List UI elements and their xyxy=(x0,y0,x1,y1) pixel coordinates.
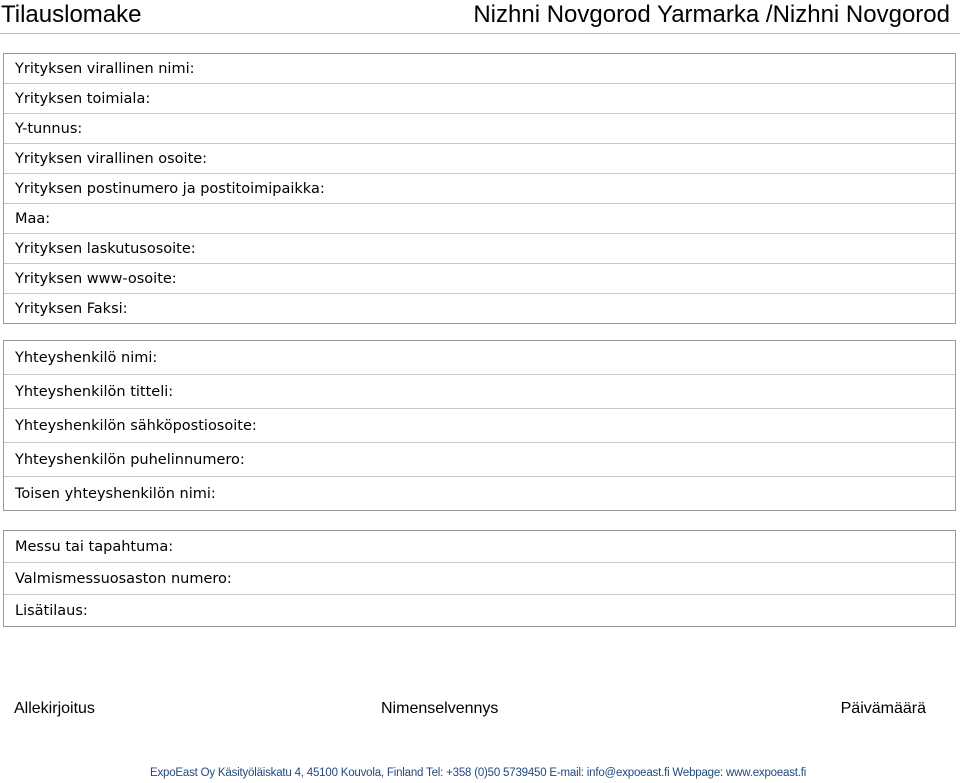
field-label: Yrityksen laskutusosoite: xyxy=(15,241,196,257)
field-row-country[interactable] xyxy=(4,204,955,234)
field-label: Yrityksen Faksi: xyxy=(15,301,128,317)
form-title: Tilauslomake xyxy=(1,1,142,28)
event-title: Nizhni Novgorod Yarmarka /Nizhni Novgorod xyxy=(473,1,950,28)
field-row-industry[interactable] xyxy=(4,84,955,114)
field-label: Yrityksen toimiala: xyxy=(15,91,151,107)
field-label: Y-tunnus: xyxy=(15,121,83,137)
field-row-fax[interactable] xyxy=(4,294,955,324)
fair-info-section xyxy=(3,530,956,627)
date-label: Päivämäärä xyxy=(840,700,926,717)
field-label: Yrityksen www-osoite: xyxy=(15,271,177,287)
company-info-section xyxy=(3,53,956,324)
field-label: Yrityksen virallinen nimi: xyxy=(15,61,195,77)
field-row-company-name[interactable] xyxy=(4,54,955,84)
field-row-contact-title[interactable] xyxy=(4,375,955,409)
company-footer: ExpoEast Oy Käsityöläiskatu 4, 45100 Kouvola, Finland Tel: +358 (0)50 5739450 E-mail: info@expoeast.fi Webpage: www.expoeast.fi xyxy=(150,767,807,779)
field-label: Toisen yhteyshenkilön nimi: xyxy=(15,486,216,502)
field-label: Yrityksen virallinen osoite: xyxy=(15,151,208,167)
field-label: Yhteyshenkilön titteli: xyxy=(15,384,174,400)
contact-info-section xyxy=(3,340,956,511)
form-header xyxy=(0,0,960,36)
field-row-billing-address[interactable] xyxy=(4,234,955,264)
field-row-postal[interactable] xyxy=(4,174,955,204)
field-row-contact-name[interactable] xyxy=(4,341,955,375)
field-label: Maa: xyxy=(15,211,51,227)
name-clarification-label: Nimenselvennys xyxy=(381,700,499,717)
field-label: Messu tai tapahtuma: xyxy=(15,539,174,555)
field-label: Yhteyshenkilön sähköpostiosoite: xyxy=(15,418,257,434)
header-divider xyxy=(0,33,960,34)
field-row-contact-phone[interactable] xyxy=(4,443,955,477)
field-row-website[interactable] xyxy=(4,264,955,294)
field-label: Yhteyshenkilö nimi: xyxy=(15,350,158,366)
field-row-stand-number[interactable] xyxy=(4,563,955,595)
field-row-second-contact[interactable] xyxy=(4,477,955,511)
field-row-contact-email[interactable] xyxy=(4,409,955,443)
field-label: Lisätilaus: xyxy=(15,603,88,619)
field-row-business-id[interactable] xyxy=(4,114,955,144)
field-label: Yhteyshenkilön puhelinnumero: xyxy=(15,452,245,468)
field-row-additional-order[interactable] xyxy=(4,595,955,627)
field-row-address[interactable] xyxy=(4,144,955,174)
field-label: Valmismessuosaston numero: xyxy=(15,571,232,587)
signature-label: Allekirjoitus xyxy=(14,700,95,717)
field-label: Yrityksen postinumero ja postitoimipaikka: xyxy=(15,181,325,197)
field-row-event[interactable] xyxy=(4,531,955,563)
